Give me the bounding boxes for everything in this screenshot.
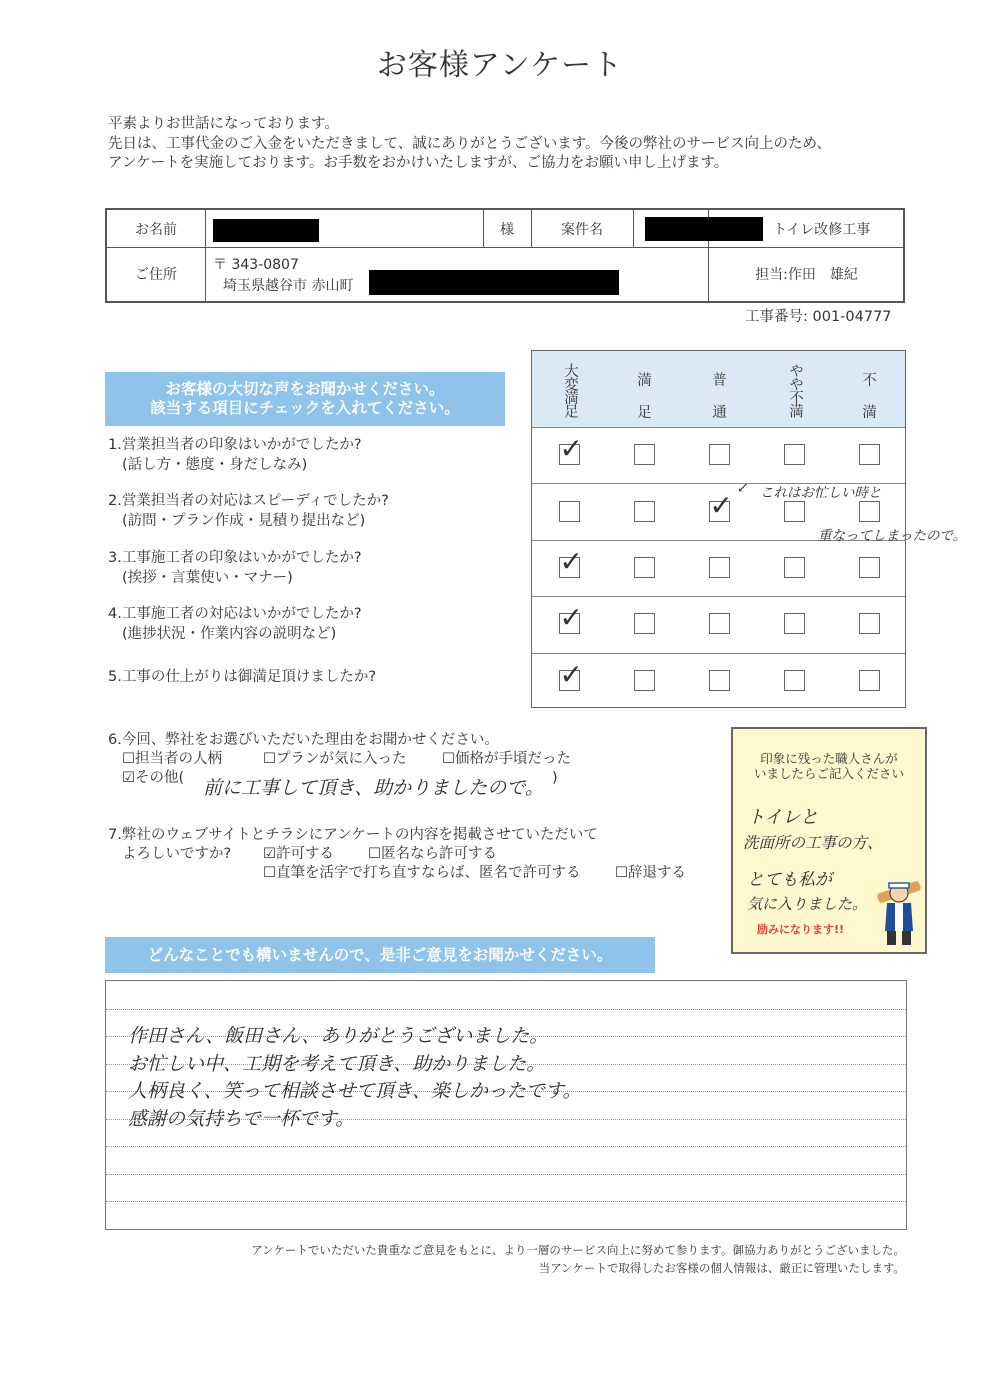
project-name: トイレ改修工事: [773, 221, 871, 238]
q6-option-other[interactable]: ☑その他(: [122, 770, 185, 786]
rating-checkbox[interactable]: [784, 670, 805, 691]
question-subtext: (進捗状況・作業内容の説明など): [122, 626, 337, 643]
comment-banner: どんなことでも構いませんので、是非ご意見をお聞かせください。: [105, 937, 655, 973]
comment-handwriting: 人柄良く、笑って相談させて頂き、楽しかったです。: [128, 1080, 582, 1102]
question-subtext: (話し方・態度・身だしなみ): [122, 457, 308, 473]
job-number: 工事番号: 001-04777: [745, 309, 892, 325]
rating-check-mark: ✓: [709, 488, 733, 522]
q7-title: 7.弊社のウェブサイトとチラシにアンケートの内容を掲載させていただいて: [108, 827, 598, 843]
rating-header-label: 不 満: [862, 373, 877, 421]
q7-option-allow[interactable]: ☑許可する: [263, 846, 334, 862]
rating-header-label: やや不満: [787, 363, 803, 417]
address-text: 埼玉県越谷市 赤山町: [223, 278, 354, 294]
survey-question: [108, 491, 389, 531]
intro-line: 先日は、工事代金のご入金をいただきまして、誠にありがとうございます。今後の弊社のサービス向上のため、: [108, 135, 831, 152]
rating-checkbox[interactable]: [634, 613, 655, 634]
rating-checkbox[interactable]: [709, 444, 730, 465]
survey-question: [108, 604, 362, 644]
rating-checkbox[interactable]: [859, 501, 880, 522]
craftsman-title: いましたらご記入ください: [753, 766, 904, 781]
rating-checkbox[interactable]: [634, 557, 655, 578]
rating-check-mark: ✓: [559, 657, 583, 691]
comment-handwriting: 感謝の気持ちで一杯です。: [128, 1107, 355, 1130]
grid-row-divider: [532, 653, 905, 654]
comment-ruled-line: [106, 1146, 906, 1147]
customer-info-table: [105, 208, 905, 303]
intro-line: アンケートを実施しております。お手数をおかけいたしますが、ご協力をお願い申し上げます。: [108, 155, 729, 171]
rating-checkbox[interactable]: [859, 557, 880, 578]
q7-option-decline[interactable]: ☐辞退する: [615, 865, 686, 881]
q6-option-person[interactable]: ☐担当者の人柄: [122, 751, 222, 767]
project-label: 案件名: [561, 221, 603, 238]
craftsman-hand: トイレと: [747, 807, 819, 828]
comment-ruled-line: [106, 1009, 906, 1010]
rating-header-label: 大変満足: [562, 363, 578, 417]
redacted-name: [213, 219, 319, 242]
craftsman-hand: 気に入りました。: [747, 895, 868, 913]
craftsman-title: 印象に残った職人さんが: [760, 751, 898, 766]
craftsman-hand: 洗面所の工事の方、: [743, 834, 883, 852]
redacted-project: [645, 217, 763, 241]
survey-question: [108, 548, 362, 588]
q6-option-price[interactable]: ☐価格が手頃だった: [442, 751, 571, 767]
q7-option-anonymous[interactable]: ☐匿名なら許可する: [368, 846, 497, 862]
rating-checkbox[interactable]: [859, 613, 880, 634]
survey-instructions-banner: [105, 372, 505, 426]
encouragement-badge: 励みになります!!: [757, 923, 845, 936]
staff-name: 担当:作田 雄紀: [755, 267, 858, 283]
question-text: 1.営業担当者の印象はいかがでしたか?: [108, 437, 362, 453]
q7-option-retype[interactable]: ☐直筆を活字で打ち直すならば、匿名で許可する: [263, 865, 581, 881]
rating-checkbox[interactable]: [634, 670, 655, 691]
rating-checkbox[interactable]: [709, 613, 730, 634]
rating-checkbox[interactable]: [709, 670, 730, 691]
rating-header-label: 満 足: [637, 373, 652, 421]
survey-question: [108, 435, 362, 475]
q6-option-plan[interactable]: ☐プランが気に入った: [263, 751, 407, 767]
grid-row-divider: [532, 427, 905, 428]
rating-checkbox[interactable]: [634, 501, 655, 522]
intro-line: 平素よりお世話になっております。: [108, 116, 339, 132]
craftsman-illustration-icon: [875, 869, 925, 949]
footer-line: 当アンケートで取得したお客様の個人情報は、厳正に管理いたします。: [538, 1261, 905, 1275]
rating-checkbox[interactable]: [784, 613, 805, 634]
craftsman-hand: とても私が: [747, 870, 832, 890]
rating-check-mark: ✓: [559, 545, 583, 578]
banner-line: 該当する項目にチェックを入れてください。: [150, 399, 460, 417]
rating-checkbox[interactable]: [859, 670, 880, 691]
postal-code: 〒 343-0807: [213, 257, 299, 273]
comment-handwriting: お忙しい中、工期を考えて頂き、助かりました。: [128, 1052, 546, 1075]
redacted-address: [369, 270, 619, 295]
comment-ruled-line: [106, 1201, 906, 1202]
comment-handwriting: 作田さん、飯田さん、ありがとうございました。: [128, 1025, 549, 1047]
q6-other-close: ): [552, 770, 558, 786]
rating-check-mark: ✓: [559, 432, 583, 466]
q6-title: 6.今回、弊社をお選びいただいた理由をお聞かせください。: [108, 732, 499, 748]
comment-ruled-line: [106, 1174, 906, 1175]
rating-checkbox[interactable]: [784, 501, 805, 522]
craftsman-box: [731, 727, 927, 954]
comment-area[interactable]: [105, 980, 907, 1230]
rating-checkbox[interactable]: [559, 501, 580, 522]
question-text: 4.工事施工者の対応はいかがでしたか?: [108, 606, 362, 623]
rating-checkbox[interactable]: [859, 444, 880, 465]
page-title: お客様アンケート: [376, 48, 624, 83]
q6-other-handwriting: 前に工事して頂き、助かりましたので。: [203, 777, 544, 799]
rating-checkbox[interactable]: [709, 557, 730, 578]
grid-row-divider: [532, 596, 905, 597]
question-subtext: (挨拶・言葉使い・マナー): [122, 569, 293, 586]
rating-checkbox[interactable]: [784, 444, 805, 465]
rating-header-label: 普 通: [712, 373, 727, 421]
name-label: お名前: [135, 221, 177, 238]
question-text: 2.営業担当者の対応はスピーディでしたか?: [108, 493, 389, 510]
question-text: 3.工事施工者の印象はいかがでしたか?: [108, 549, 362, 566]
rating-checkbox[interactable]: [634, 444, 655, 465]
question-text: 5.工事の仕上がりは御満足頂けましたか?: [108, 668, 377, 685]
rating-checkbox[interactable]: [784, 557, 805, 578]
banner-line: お客様の大切な声をお聞かせください。: [165, 380, 445, 398]
question-subtext: (訪問・プラン作成・見積り提出など): [122, 513, 366, 530]
sama-label: 様: [500, 221, 514, 238]
address-label: ご住所: [135, 267, 177, 283]
survey-question: [108, 667, 376, 687]
rating-check-mark: ✓: [559, 601, 583, 635]
q2-note-line1: これはお忙しい時と: [760, 485, 882, 501]
q2-note-line2: 重なってしまったので。: [818, 528, 967, 544]
footer-line: アンケートでいただいた貴重なご意見をもとに、より一層のサービス向上に努めて参ります。御協力ありがとうございました。: [251, 1243, 905, 1257]
q2-note-arrow: ↙: [737, 480, 749, 496]
intro-text: [108, 115, 831, 174]
q7-title-line2: よろしいですか?: [122, 846, 232, 862]
